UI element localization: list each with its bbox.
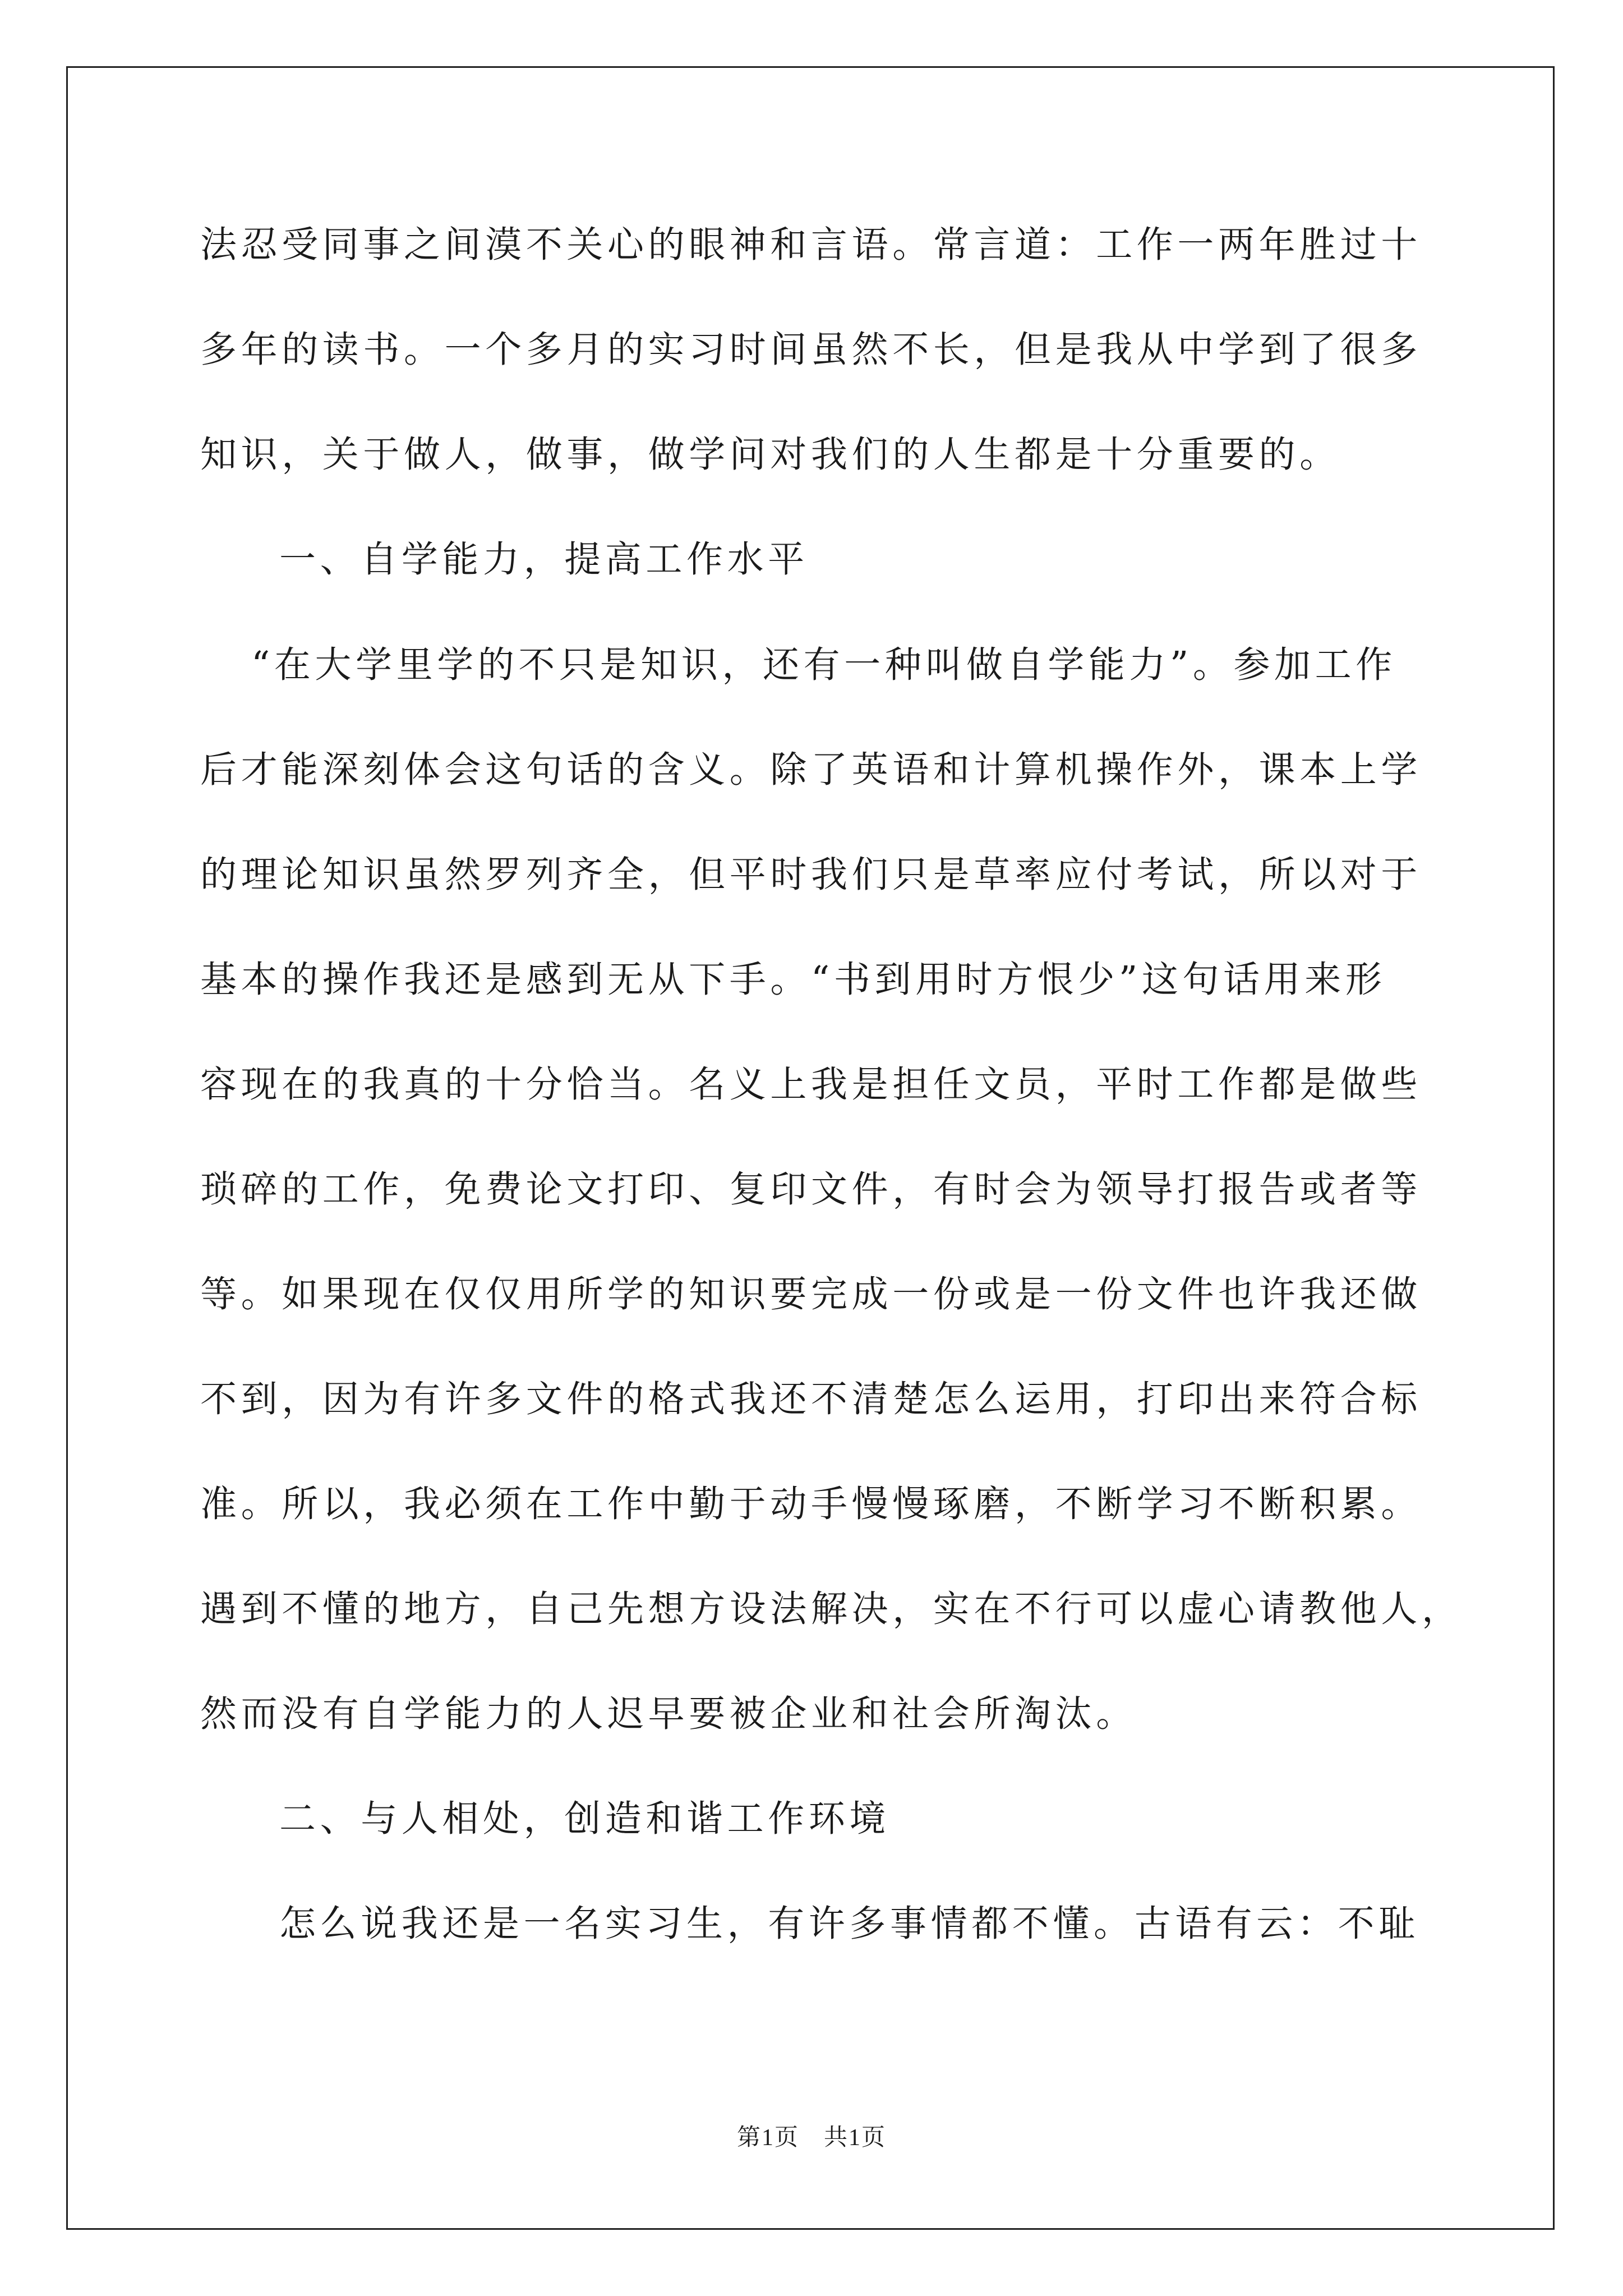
body-line-6: 后才能深刻体会这句话的含义。除了英语和计算机操作外，课本上学 <box>200 749 1422 791</box>
body-line-14: 遇到不懂的地方，自己先想方设法解决，实在不行可以虚心请教他人， <box>200 1588 1463 1630</box>
section-heading-1: 一、自学能力，提高工作水平 <box>279 539 809 581</box>
body-line-17: 怎么说我还是一名实习生，有许多事情都不懂。古语有云：不耻 <box>279 1903 1419 1945</box>
body-line-11: 等。如果现在仅仅用所学的知识要完成一份或是一份文件也许我还做 <box>200 1273 1422 1315</box>
body-line-5: “在大学里学的不只是知识，还有一种叫做自学能力”。参加工作 <box>251 644 1396 686</box>
body-line-2: 多年的读书。一个多月的实习时间虽然不长，但是我从中学到了很多 <box>200 329 1422 371</box>
body-line-8: 基本的操作我还是感到无从下手。“书到用时方恨少”这句话用来形 <box>200 959 1386 1001</box>
body-line-15: 然而没有自学能力的人迟早要被企业和社会所淘汰。 <box>200 1693 1137 1735</box>
body-line-9: 容现在的我真的十分恰当。名义上我是担任文员，平时工作都是做些 <box>200 1064 1422 1106</box>
body-line-13: 准。所以，我必须在工作中勤于动手慢慢琢磨，不断学习不断积累。 <box>200 1483 1422 1525</box>
page-number-footer: 第1页 共1页 <box>736 2125 886 2151</box>
body-line-3: 知识，关于做人，做事，做学问对我们的人生都是十分重要的。 <box>200 434 1340 476</box>
section-heading-2: 二、与人相处，创造和谐工作环境 <box>279 1798 891 1840</box>
body-line-10: 琐碎的工作，免费论文打印、复印文件，有时会为领导打报告或者等 <box>200 1168 1422 1211</box>
body-line-12: 不到，因为有许多文件的格式我还不清楚怎么运用，打印出来符合标 <box>200 1378 1422 1420</box>
body-line-7: 的理论知识虽然罗列齐全，但平时我们只是草率应付考试，所以对于 <box>200 854 1422 896</box>
body-line-1: 法忍受同事之间漠不关心的眼神和言语。常言道：工作一两年胜过十 <box>200 224 1422 266</box>
